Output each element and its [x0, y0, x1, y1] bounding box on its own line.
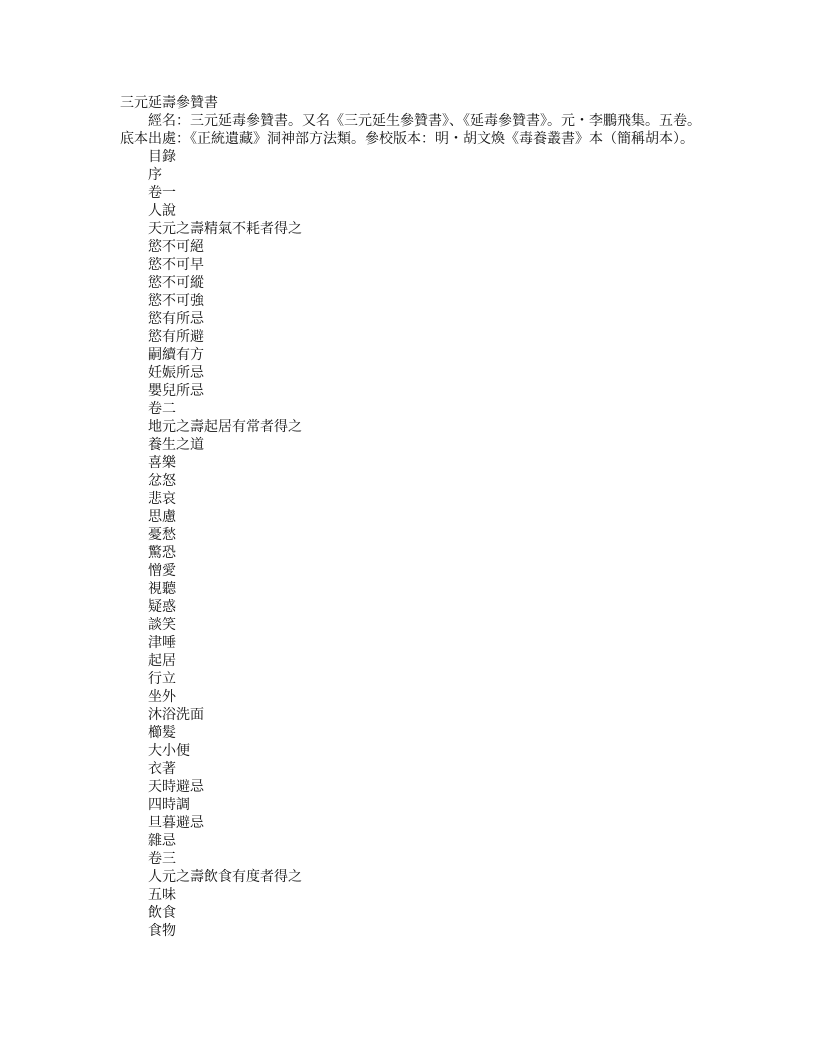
toc-item: 序: [148, 167, 162, 183]
toc-item: 慾不可強: [148, 293, 204, 309]
toc-item: 卷三: [148, 851, 176, 867]
toc-item: 人說: [148, 203, 176, 219]
table-of-contents: [120, 148, 720, 940]
document-title: 三元延壽參贊書: [120, 95, 218, 111]
toc-item: 卷二: [148, 401, 176, 417]
toc-item: 驚恐: [148, 545, 176, 561]
toc-item: 地元之壽起居有常者得之: [148, 419, 302, 435]
toc-item: 慾有所忌: [148, 311, 204, 327]
toc-item: 飲食: [148, 905, 176, 921]
toc-item: 慾不可絕: [148, 239, 204, 255]
toc-item: 食物: [148, 923, 176, 939]
toc-item: 大小便: [148, 743, 190, 759]
toc-item: 雜忌: [148, 833, 176, 849]
toc-item: 慾有所避: [148, 329, 204, 345]
toc-item: 視聽: [148, 581, 176, 597]
toc-item: 五味: [148, 887, 176, 903]
toc-item: 旦暮避忌: [148, 815, 204, 831]
toc-item: 忿怒: [148, 473, 176, 489]
scripture-name-line: 經名：三元延毒參贊書。又名《三元延生參贊書》、《延毒參贊書》。元・李鵬飛集。五卷。: [148, 113, 701, 129]
toc-item: 思慮: [148, 509, 176, 525]
toc-item: 行立: [148, 671, 176, 687]
toc-item: 人元之壽飲食有度者得之: [148, 869, 302, 885]
toc-item: 嗣續有方: [148, 347, 204, 363]
toc-item: 悲哀: [148, 491, 176, 507]
toc-item: 嬰兒所忌: [148, 383, 204, 399]
toc-item: 沐浴洗面: [148, 707, 204, 723]
toc-item: 天元之壽精氣不耗者得之: [148, 221, 302, 237]
toc-item: 談笑: [148, 617, 176, 633]
toc-item: 憎愛: [148, 563, 176, 579]
toc-item: 卷一: [148, 185, 176, 201]
document-page: [120, 94, 720, 940]
toc-item: 櫛髮: [148, 725, 176, 741]
toc-item: 慾不可早: [148, 257, 204, 273]
toc-item: 起居: [148, 653, 176, 669]
toc-item: 天時避忌: [148, 779, 204, 795]
toc-item: 喜樂: [148, 455, 176, 471]
toc-item: 妊娠所忌: [148, 365, 204, 381]
toc-item: 慾不可縱: [148, 275, 204, 291]
toc-item: 養生之道: [148, 437, 204, 453]
source-edition-line: 底本出處：《正統遺藏》洞神部方法類。參校版本：明・胡文煥《毒養叢書》本（簡稱胡本）。: [120, 131, 694, 147]
toc-item: 目錄: [148, 149, 176, 165]
toc-item: 四時調: [148, 797, 190, 813]
toc-item: 坐外: [148, 689, 176, 705]
toc-item: 疑惑: [148, 599, 176, 615]
toc-item: 津唾: [148, 635, 176, 651]
toc-item: 憂愁: [148, 527, 176, 543]
toc-item: 衣著: [148, 761, 176, 777]
